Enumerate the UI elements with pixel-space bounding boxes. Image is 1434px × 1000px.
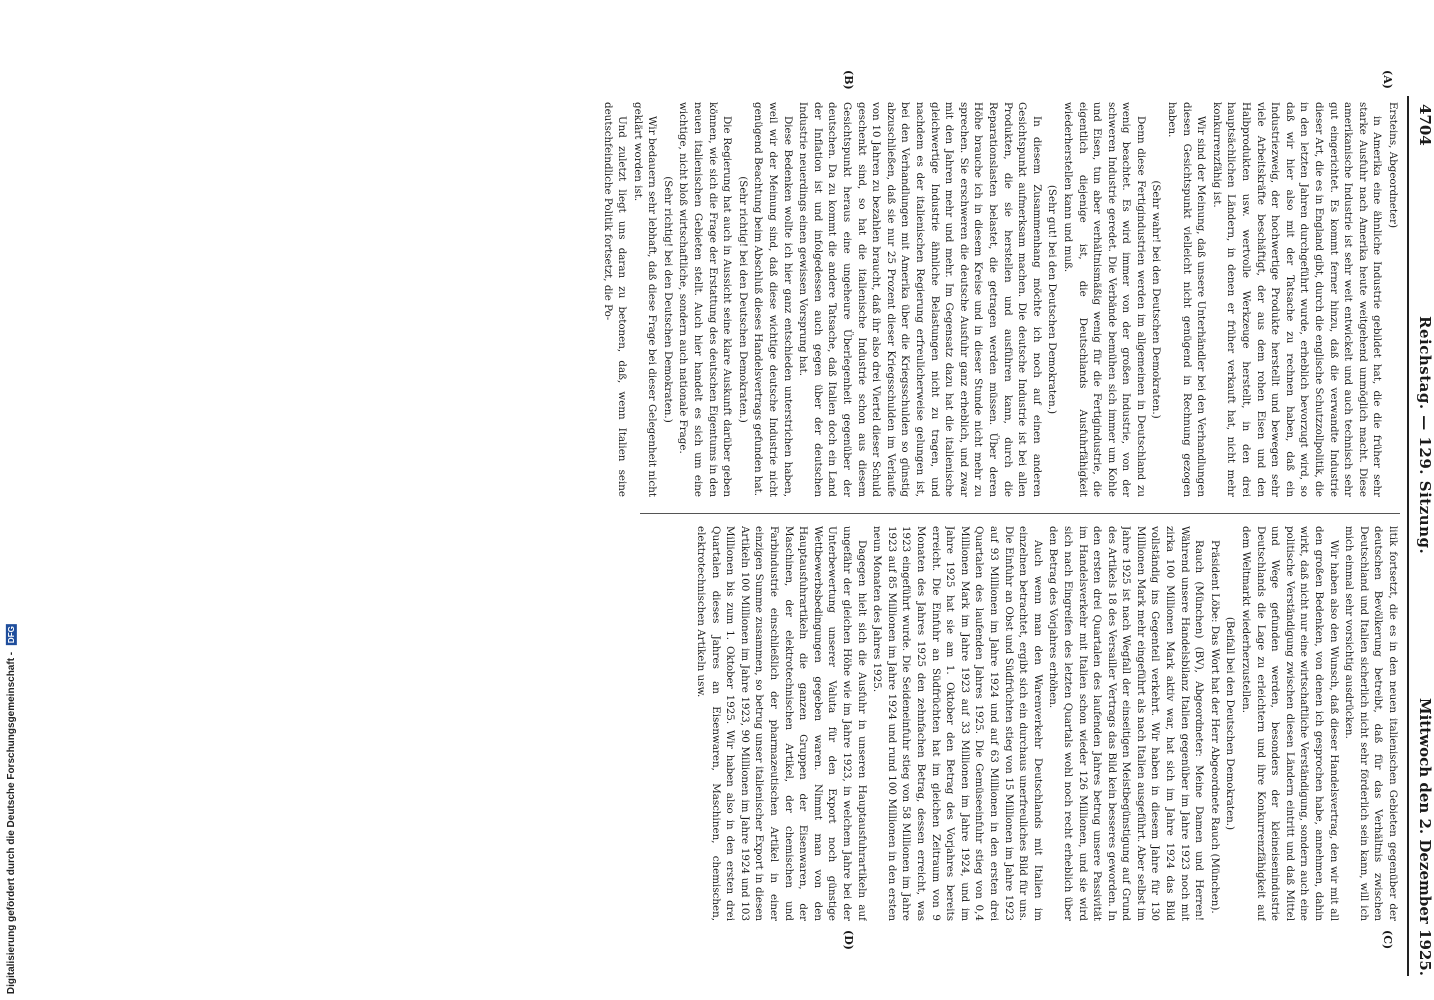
paragraph: Wir haben also den Wunsch, daß dieser Handelsvertrag, den wir mit all den großen Bedenken, von denen ich gesprochen habe, annehmen, dahin wirkt, daß nicht nur eine wirtschaftliche Verständigung, sondern auch eine politische Verständigung zwischen diesen Ländern eintritt und daß Mittel und Wege gefunden werden, besonders der kleineisenindustrie Deutschlands die Lage zu erleichtern und ihre Konkurrenzfähigkeit auf dem Weltmarkt wiederherzustellen. (1240, 526, 1340, 921)
margin-marker-d: (D) (842, 930, 855, 950)
interjection: (Beifall bei den Deutschen Demokraten.) (1224, 616, 1237, 831)
paragraph: Rauch (München) (BV), Abgeordneter: Meine Damen und Herren! Während unsere Handelsbilanz Italien gegenüber im Jahre 1923 noch mit zirka 100 Millionen Mark aktiv war, hat sich im Jahre 1924 das Bild vollständig ins Gegenteil verkehrt. Wir haben in diesem Jahre für 130 Millionen Mark mehr eingeführt als nach Italien ausgeführt. Aber selbst im Jahre 1925 ist nach Wegfall der einseitigen Meistbegünstigung auf Grund des Artikels 18 des Versailler Vertrags das Bild kein besseres geworden. In den ersten drei Quartalen des laufenden Jahres betrug unsere Passivität im Handelsverkehr mit Italien schon wieder 126 Millionen, und sie wird sich nach Eingreifen des letzten Quartals wohl noch recht erheblich über den Betrag des Vorjahres erhöhen. (1047, 526, 1206, 921)
paragraph: Die Regierung hat auch in Aussicht seine klare Auskunft darüber geben können, wie sich die Frage der Erstattung des deutschen Eigentums in den neuen italienischen Gebieten stellt. Auch hier handelt es sich um eine wichtige, nicht bloß wirtschaftliche, sondern auch nationale Frage. (677, 102, 734, 497)
margin-marker-a: (A) (1381, 70, 1394, 89)
paragraph: Wir sind der Meinung, daß unsere Unterhändler bei den Verhandlungen diesen Gesichtspunkt vielleicht nicht genügend in Rechnung gezogen haben. (1166, 102, 1208, 497)
header-rule (1407, 96, 1409, 976)
margin-marker-b: (B) (842, 70, 855, 90)
paragraph: Ersteins, Abgeordneter) (1387, 102, 1399, 229)
paragraph: In diesem Zusammenhang möchte ich noch auf einen anderen Gesichtspunkt aufmerksam machen. Die deutsche Industrie ist bei allen Produkten, die sie herstellen und ausführen kann, durch die Reparationslasten belastet, die getragen werden müssen. Über deren Höhe brauche ich in diesem Kreise und in dieser Stunde nicht mehr zu sprechen. Sie erschweren die deutsche Ausfuhr ganz erheblich, und zwar mit den Jahren mehr und mehr. Im Gegensatz dazu hat die italienische gleichwertige Industrie ähnliche Belastungen nicht zu tragen, und nachdem es der italienischen Regierung erfreulicherweise gelungen ist, bei den Verhandlungen mit Amerika über die Kriegsschulden so günstig abzuschließen, daß sie nur 25 Prozent dieser Kriegsschulden im Verlaufe von 10 Jahren zu bezahlen braucht, daß ihr also drei Viertel dieser Schuld geschenkt sind, so hat die italienische Industrie schon aus diesem Gesichtspunkt heraus eine ungeheure Überlegenheit gegenüber der deutschen. Da zu kommt die andere Tatsache, daß Italien doch ein Land der Inflation ist und infolgedessen auch gegen über der deutschen Industrie neuerdings einen gewissen Vorsprung hat. (797, 102, 1043, 497)
credit-text: Digitalisierung gefördert durch die Deutsche Forschungsgemeinschaft - (6, 651, 17, 994)
rotated-document-page (110, 70, 1434, 976)
paragraph: Dagegen hielt sich die Ausfuhr in unseren Hauptausfuhrartikeln auf ungefähr der gleichen Höhe wie im Jahre 1923, in welchem Jahre bei der Unterbewertung unserer Valuta für den Export noch günstige Wettbewerbsbedingungen gegeben waren. Nimmt man von den Hauptausfuhrartikeln die ganzen Gruppen der Eisenwaren, der Maschinen, der elektrotechnischen Artikel, der chemischen und Farbindustrie einschließlich der pharmazeutischen Artikel in einer einzigen Summe zusammen, so betrug unser italienischer Export in diesen Artikeln 100 Millionen im Jahre 1923, 90 Millionen im Jahre 1924 und 103 Millionen bis zum 1. Oktober 1925. Wir haben also in den ersten drei Quartalen dieses Jahres an Eisenwaren, Maschinen, chemischen, elektrotechnischen Artikeln usw. (695, 526, 868, 921)
paragraph: Präsident Löbe: Das Wort hat der Herr Abgeordnete Rauch (München). (1208, 540, 1221, 914)
paragraph: Und zuletzt liegt uns daran zu betonen, daß, wenn Italien seine deutschfeindliche Politik fortsetzt, die Po- (601, 102, 629, 497)
session-date: Mittwoch den 2. Dezember 1925. (1416, 698, 1434, 976)
interjection: (Sehr gut! bei den Deutschen Demokraten.) (1046, 184, 1059, 415)
paragraph: Wir bedauern sehr lebhaft, daß diese Frage bei dieser Gelegenheit nicht geklärt worden ist. (631, 102, 659, 497)
margin-marker-c: (C) (1381, 930, 1394, 950)
column-divider (640, 513, 1400, 514)
paragraph: Denn diese Fertigindustrien werden im allgemeinen in Deutschland zu wenig beachtet. Es wird immer von der großen Industrie, von der schweren Industrie geredet. Die Verbände bemühen sich immer um Kohle und Eisen, tun aber verhältnismäßig wenig für die Fertigindustrie, die eigentlich diejenige ist, die Deutschlands Ausfuhrfähigkeit wiederherstellen kann und muß. (1061, 102, 1147, 497)
right-text-column (110, 526, 1400, 921)
digitization-credit (4, 614, 17, 994)
paragraph: litik fortsetzt, die es in den neuen italienischen Gebieten gegenüber der deutschen Bevölkerung betreibt, daß für das Verhältnis zwischen Deutschland und Italien sicherlich nicht sehr förderlich sein kann, will ich mich einmal sehr vorsichtig ausdrücken. (1343, 526, 1399, 921)
paragraph: Diese Bedenken wollte ich hier ganz entschieden unterstrichen haben, weil wir der Meinung sind, daß diese wichtige deutsche Industrie nicht genügend Beachtung beim Abschluß dieses Handelsvertrags gefunden hat. (752, 102, 794, 497)
left-text-column (110, 102, 1400, 497)
dfg-logo: DFG (6, 626, 16, 643)
session-title: Reichstag. — 129. Sitzung. (1416, 316, 1434, 555)
digitization-credit-text (6, 624, 17, 994)
interjection: (Sehr richtig! bei den Deutschen Demokraten.) (661, 176, 674, 423)
page-header (1408, 96, 1434, 976)
paragraph: Auch wenn man den Warenverkehr Deutschlands mit Italien im einzelnen betrachtet, ergibt sich ein durchaus unerfreuliches Bild für uns. Die Einfuhr an Obst und Südfrüchten stieg von 15 Millionen im Jahre 1923 auf 93 Millionen im Jahre 1924 und auf 63 Millionen in den ersten drei Quartalen des laufenden Jahres 1925. Die Gemüseeinfuhr stieg von 0,4 Millionen Mark im Jahre 1923 auf 33 Millionen im Jahre 1924, und im Jahre 1925 hat sie am 1. Oktober den Betrag des Vorjahres bereits erreicht. Die Einfuhr an Südfrüchten hat im gleichen Zeitraum von 9 Monaten des Jahres 1925 den zehnfachen Betrag, dessen erreicht, was 1923 eingeführt wurde. Die Seideneinfuhr stieg von 58 Millionen im Jahre 1923 auf 85 Millionen im Jahre 1924 und rund 100 Millionen in den ersten neun Monaten des Jahres 1925. (871, 526, 1044, 921)
paragraph: in Amerika eine ähnliche Industrie gebildet hat, die die früher sehr starke Ausfuhr nach Amerika heute weitgehend unmöglich macht. Diese amerikanische Industrie ist sehr weit entwickelt und auch technisch sehr gut eingerichtet. Es kommt ferner hinzu, daß die verwandte Industrie dieser Art, die es in England gibt, durch die englische Schutzzollpolitik, die in den letzten Jahren durchgeführt wurde, erheblich bevorzugt wird, so daß wir hier also mit der Tatsache zu rechnen haben, daß ein Industriezweig, der hochwertige Produkte herstellt und bewegen sehr viele Arbeitskräfte beschäftigt, der aus dem rohen Eisen und den Halbprodukten usw. wertvolle Werkzeuge herstellt, in den drei hauptsächlichen Ländern, in denen er früher verkauft hat, nicht mehr konkurrenzfähig ist. (1210, 102, 1384, 497)
interjection: (Sehr richtig! bei den Deutschen Demokraten.) (736, 176, 749, 423)
page-number: 4704 (1416, 104, 1434, 146)
interjection: (Sehr wahr! bei den Deutschen Demokraten.) (1150, 180, 1163, 419)
